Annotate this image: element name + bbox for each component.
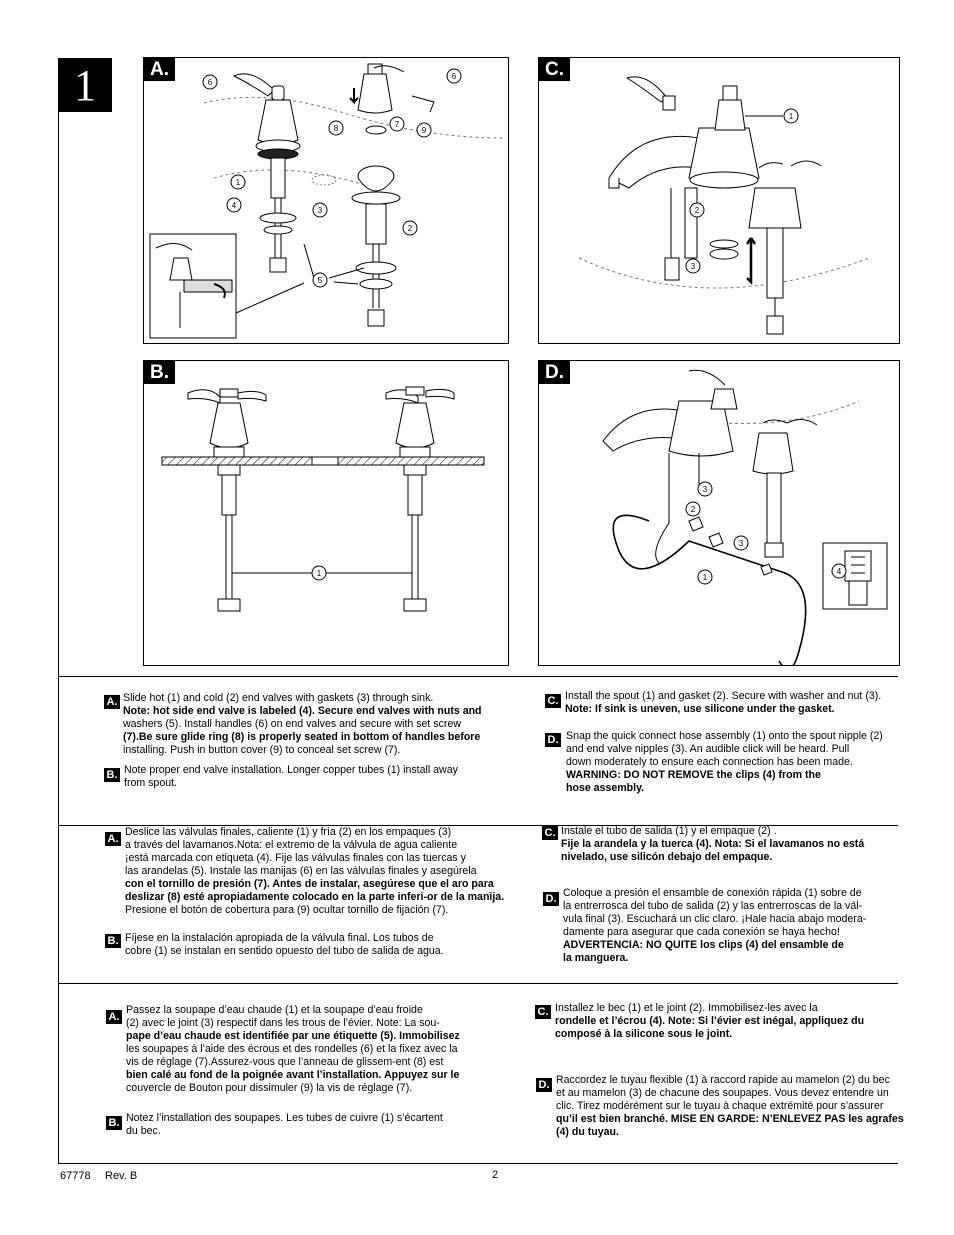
panel-c-callout-3 [686, 259, 700, 273]
english-tag-a: A. [104, 695, 120, 709]
panel-d [538, 360, 900, 666]
english-text-b: Note proper end valve installation. Longer copper tubes (1) install away from spout. [124, 764, 458, 789]
svg-text:5: 5 [317, 276, 323, 285]
svg-text:1: 1 [788, 112, 794, 121]
panel-c [538, 57, 900, 344]
panel-b [143, 360, 509, 666]
panel-d-callout-4 [832, 564, 846, 578]
panel-a-illustration [144, 58, 508, 343]
panel-a-callout-6b [447, 69, 461, 83]
panel-c-callout-2 [690, 203, 704, 217]
svg-text:1: 1 [316, 569, 322, 578]
french-tag-c: C. [535, 1005, 551, 1019]
english-text-c: Install the spout (1) and gasket (2). Secure with washer and nut (3). Note: If sink is uneven, use silicone under the gasket. [565, 690, 882, 715]
english-tag-c: C. [545, 694, 561, 708]
svg-text:2: 2 [694, 206, 700, 215]
panel-b-label: B. [144, 361, 175, 384]
panel-a-label: A. [144, 58, 175, 81]
footer-revision: Rev. B [105, 1170, 138, 1182]
panel-d-callout-2 [686, 502, 700, 516]
spanish-tag-a: A. [105, 832, 121, 846]
panel-b-illustration [144, 361, 508, 665]
svg-text:4: 4 [231, 201, 237, 210]
svg-text:6: 6 [451, 72, 457, 81]
panel-d-illustration [539, 361, 899, 665]
panel-a-callout-6a [203, 75, 217, 89]
left-rule [58, 58, 59, 1164]
panel-a-callout-5 [313, 273, 327, 287]
svg-text:9: 9 [421, 126, 427, 135]
english-text-d: Snap the quick connect hose assembly (1) onto the spout nipple (2) and end valve nipples (3). An audible click will be heard. Pull down moderately to ensure each connection has been made. WARNING: DO NOT REMOVE the clips (4) from the hose assembly. [566, 730, 883, 794]
spanish-text-a: Deslice las válvulas finales, caliente (1) y fría (2) en los empaques (3) a través del lavamanos.Nota: el extremo de la válvula de agua caliente ¡está marcada con etiqueta (4). Fije las válvulas finales con las tuercas y las arandelas (5). Instale las manijas (6) en las válvulas finales y asegúrela con el tornillo de presión (7). Antes de instalar, asegúrese que el aro para deslizar (8) esté apropiadamente colocado en la parte inferi-or de la manija. Presione el botón de cobertura para (9) ocultar tornillo de fijación (7). [125, 826, 505, 916]
svg-text:3: 3 [317, 206, 323, 215]
panel-c-illustration [539, 58, 899, 343]
rule-english-top [58, 676, 898, 677]
step-number: 1 [74, 60, 96, 110]
french-tag-b: B. [106, 1116, 122, 1130]
panel-c-callout-1 [784, 109, 798, 123]
spanish-tag-d: D. [543, 892, 559, 906]
panel-d-label: D. [539, 361, 570, 384]
svg-text:1: 1 [235, 178, 241, 187]
french-tag-a: A. [106, 1010, 122, 1024]
panel-a-callout-3 [313, 203, 327, 217]
english-tag-d: D. [545, 733, 561, 747]
footer-page-number: 2 [492, 1169, 499, 1181]
svg-text:7: 7 [394, 120, 400, 129]
english-text-a: Slide hot (1) and cold (2) end valves with gaskets (3) through sink. Note: hot side end valve is labeled (4). Secure end valves with nuts and washers (5). Install handles (6) on end valves and secure with set screw (7).Be sure glide ring (8) is properly seated in bottom of handles before installing. Push in button cover (9) to conceal set screw (7). [123, 692, 482, 756]
french-tag-d: D. [536, 1078, 552, 1092]
french-text-d: Raccordez le tuyau flexible (1) à raccord rapide au mamelon (2) du bec et au mamelon (3) de chacune des soupapes. Vous devez entendre un clic. Tirez modérément sur le tuyau à chaque extrémité pour s’assurer qu’il est bien branché. MISE EN GARDE: N’ENLEVEZ PAS les agrafes (4) du tuyau. [556, 1074, 904, 1138]
svg-text:4: 4 [836, 567, 842, 576]
panel-b-callout-1 [312, 566, 326, 580]
step-number-box [58, 58, 112, 112]
panel-a-callout-7 [390, 117, 404, 131]
svg-text:2: 2 [690, 505, 696, 514]
svg-text:1: 1 [702, 573, 708, 582]
svg-text:2: 2 [407, 224, 413, 233]
panel-a-callout-9 [417, 123, 431, 137]
spanish-text-d: Coloque a presión el ensamble de conexión rápida (1) sobre de la entrerrosca del tubo de salida (2) y las entrerroscas de la vál- vula final (3). Escuchará un clic claro. ¡Hale hacia abajo modera- damente para asegurar que cada conexión se haya hecho! ADVERTENCIA: NO QUITE los clips (4) del ensamble de la manguera. [563, 887, 867, 964]
panel-a-callout-4 [227, 198, 241, 212]
english-tag-b: B. [104, 768, 120, 782]
panel-a [143, 57, 509, 344]
panel-d-callout-3a [698, 482, 712, 496]
svg-text:3: 3 [702, 485, 708, 494]
panel-a-callout-text: 6 [207, 78, 213, 87]
french-text-b: Notez l’installation des soupapes. Les tubes de cuivre (1) s’écartent du bec. [126, 1112, 443, 1137]
svg-text:8: 8 [333, 124, 339, 133]
svg-text:3: 3 [738, 539, 744, 548]
panel-a-callout-8 [329, 121, 343, 135]
spanish-text-c: Instale el tubo de salida (1) y el empaque (2) . Fije la arandela y la tuerca (4). Nota: Si el lavamanos no está nivelado, use silicón debajo del empaque. [561, 825, 865, 863]
panel-a-callout-1 [231, 175, 245, 189]
french-text-a: Passez la soupape d’eau chaude (1) et la soupape d’eau froide (2) avec le joint (3) respectif dans les trous de l’évier. Note: La sou- pape d’eau chaude est identifiée par une étiquette (5). Immobilisez les soupapes à l’aide des écrous et des rondelles (6) et la fixez avec la vis de réglage (7).Assurez-vous que l’anneau de glissem-ent (8) est bien calé au fond de la poignée avant l’installation. Appuyez sur le couvercle de Bouton pour dissimuler (9) la vis de réglage (7). [126, 1004, 460, 1094]
rule-french-top [58, 983, 898, 984]
spanish-tag-c: C. [542, 826, 558, 840]
panel-d-callout-3b [734, 536, 748, 550]
panel-d-callout-1 [698, 570, 712, 584]
panel-a-callout-2 [403, 221, 417, 235]
spanish-text-b: Fíjese en la instalación apropiada de la válvula final. Los tubos de cobre (1) se instalan en sentido opuesto del tubo de salida de agua. [125, 932, 444, 957]
svg-text:3: 3 [690, 262, 696, 271]
rule-footer-top [58, 1163, 898, 1164]
french-text-c: Installez le bec (1) et le joint (2). Immobilisez-les avec la rondelle et l’écrou (4). Note: Si l’évier est inégal, appliquez du composé à la silicone sous le joint. [555, 1002, 865, 1040]
footer-doc-number: 67778 [60, 1170, 91, 1182]
panel-c-label: C. [539, 58, 570, 81]
spanish-tag-b: B. [105, 934, 121, 948]
